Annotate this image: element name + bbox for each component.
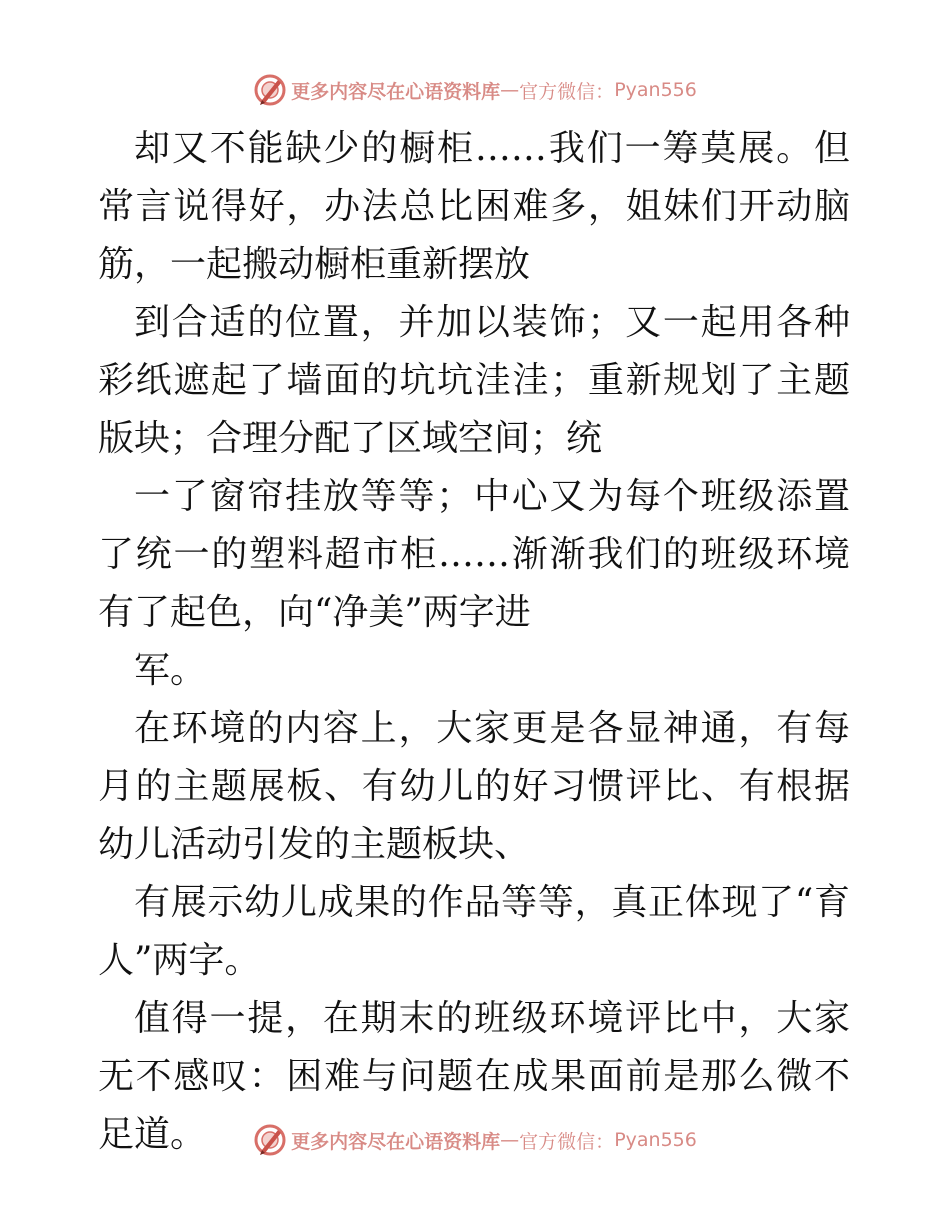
document-body: [98, 120, 850, 1164]
banner-wechat-id: Pyan556: [614, 79, 697, 101]
banner-wechat-label: 官方微信：: [519, 1130, 615, 1153]
header-banner: [0, 72, 950, 108]
paragraph: 有展示幼儿成果的作品等等，真正体现了“育人”两字。: [98, 882, 850, 981]
banner-wechat-id: Pyan556: [614, 1129, 697, 1151]
banner-separator: —: [500, 79, 520, 101]
pen-logo-icon: [253, 1123, 287, 1157]
banner-separator: —: [500, 1129, 520, 1151]
paragraph: 到合适的位置，并加以装饰；又一起用各种彩纸遮起了墙面的坑坑洼洼；重新规划了主题版块；合理分配了区域空间；统: [98, 302, 850, 459]
pen-logo-icon: [253, 73, 287, 107]
footer-banner: [0, 1122, 950, 1158]
banner-site-text: 更多内容尽在心语资料库: [291, 80, 501, 103]
paragraph: 军。: [134, 650, 207, 691]
paragraph: 却又不能缺少的橱柜……我们一筹莫展。但常言说得好，办法总比困难多，姐妹们开动脑筋，一起搬动橱柜重新摆放: [98, 128, 850, 285]
banner-site-text: 更多内容尽在心语资料库: [291, 1130, 501, 1153]
paragraph: 值得一提，在期末的班级环境评比中，大家无不感叹：困难与问题在成果面前是那么微不足道。: [98, 998, 850, 1155]
paragraph: 一了窗帘挂放等等；中心又为每个班级添置了统一的塑料超市柜……渐渐我们的班级环境有了起色，向“净美”两字进: [98, 476, 850, 633]
banner-wechat-label: 官方微信：: [519, 80, 615, 103]
paragraph: 在环境的内容上，大家更是各显神通，有每月的主题展板、有幼儿的好习惯评比、有根据幼儿活动引发的主题板块、: [98, 708, 850, 865]
